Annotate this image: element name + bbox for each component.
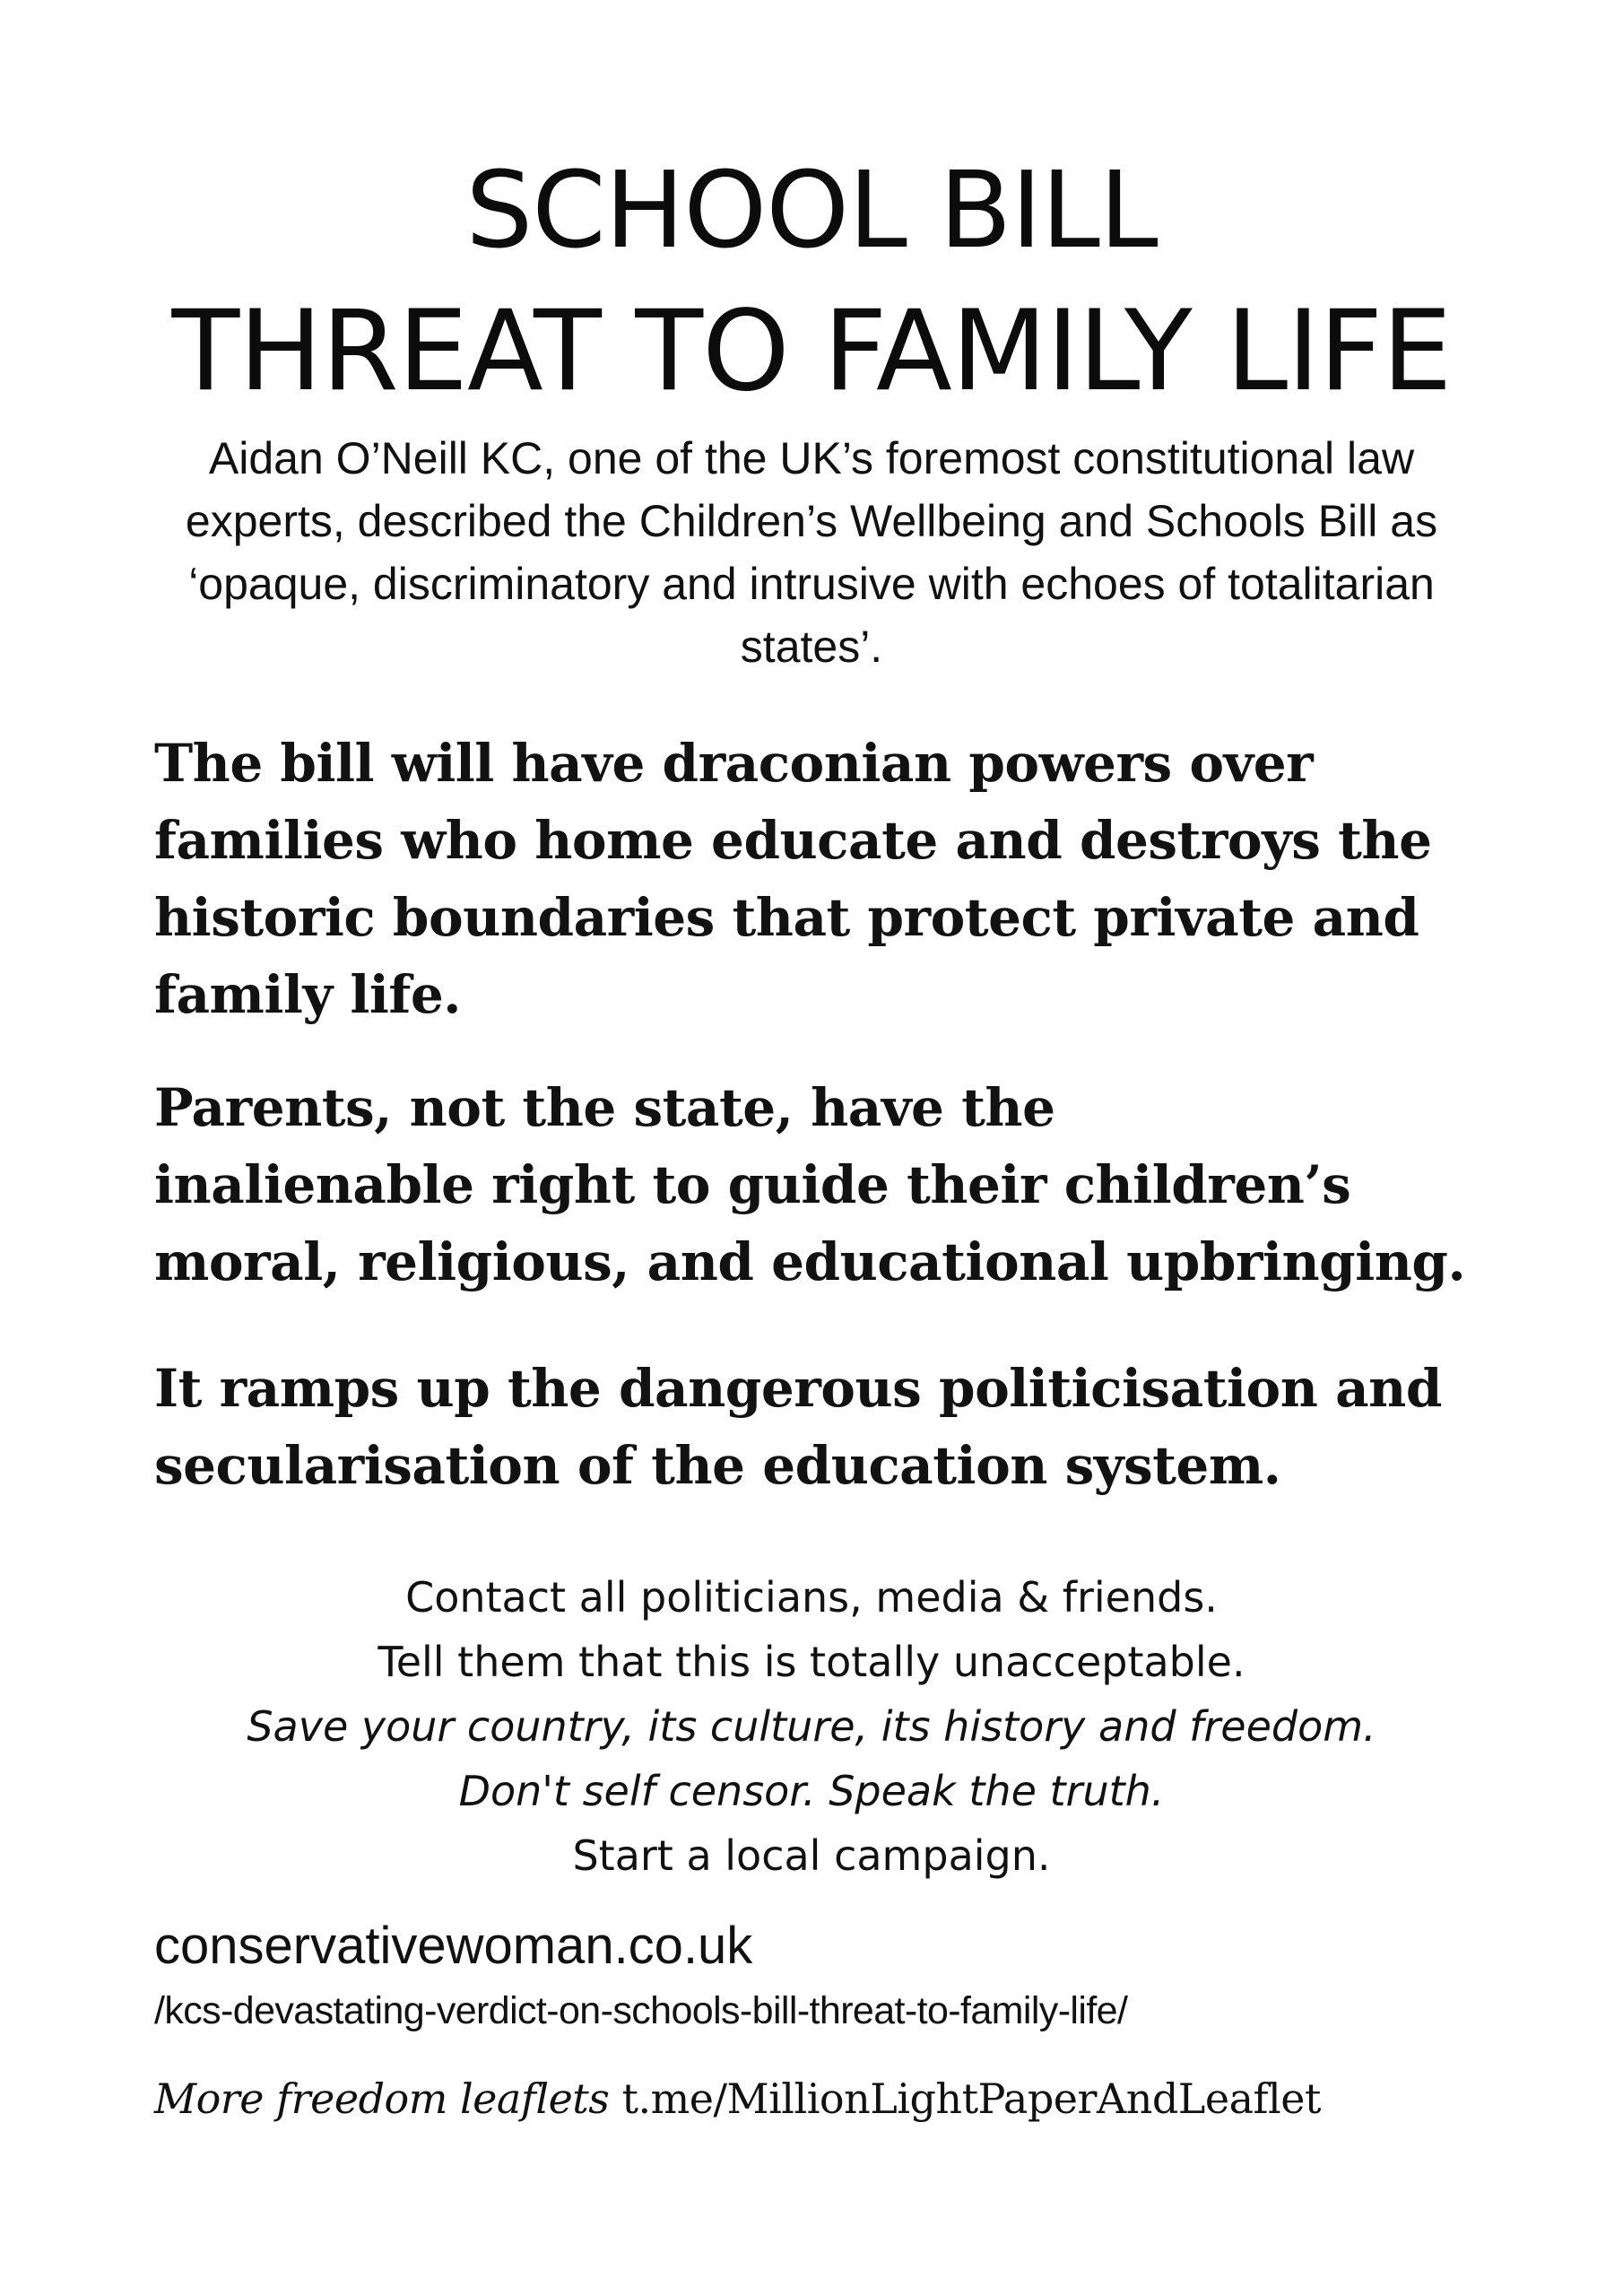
source-site: conservativewoman.co.uk bbox=[154, 1917, 753, 1975]
paragraph-line: moral, religious, and educational upbringing. bbox=[154, 1231, 1466, 1292]
paragraph-line: Parents, not the state, have the bbox=[154, 1077, 1055, 1138]
footer-more-leaflets bbox=[154, 2072, 1321, 2126]
title-line-2: THREAT TO FAMILY LIFE bbox=[171, 287, 1452, 416]
intro-quote: Aidan O’Neill KC, one of the UK’s foremost constitutional law experts, described the Children’s Wellbeing and Schools Bill as ‘opaque, discriminatory and intrusive with echoes of totalitarian states’. bbox=[185, 433, 1438, 672]
paragraph-line: inalienable right to guide their children’s bbox=[154, 1154, 1351, 1215]
title-line-1: SCHOOL BILL bbox=[465, 148, 1158, 272]
cta-contact: Contact all politicians, media & friends. bbox=[405, 1573, 1218, 1622]
cta-local-campaign: Start a local campaign. bbox=[572, 1831, 1051, 1880]
paragraph-line: family life. bbox=[154, 964, 461, 1025]
paragraph-line: The bill will have draconian powers over bbox=[154, 733, 1314, 794]
source-path: /kcs-devastating-verdict-on-schools-bill-threat-to-family-life/ bbox=[154, 1989, 1128, 2032]
paragraph-draconian-powers bbox=[154, 725, 1589, 1033]
paragraph-line: secularisation of the education system. bbox=[154, 1435, 1281, 1496]
paragraph-line: It ramps up the dangerous politicisation and bbox=[154, 1358, 1442, 1419]
paragraph-politicisation bbox=[154, 1350, 1589, 1504]
footer-label: More freedom leaflets bbox=[154, 2074, 610, 2123]
call-to-action bbox=[90, 1565, 1533, 1888]
paragraph-parents-rights bbox=[154, 1069, 1589, 1300]
cta-speak-truth: Don't self censor. Speak the truth. bbox=[458, 1767, 1165, 1815]
cta-save-country: Save your country, its culture, its history and freedom. bbox=[247, 1702, 1376, 1751]
footer-link: t.me/MillionLightPaperAndLeaflet bbox=[621, 2074, 1321, 2123]
cta-unacceptable: Tell them that this is totally unacceptable. bbox=[378, 1638, 1245, 1686]
paragraph-line: historic boundaries that protect private and bbox=[154, 887, 1419, 948]
paragraph-line: families who home educate and destroys the bbox=[154, 810, 1432, 871]
